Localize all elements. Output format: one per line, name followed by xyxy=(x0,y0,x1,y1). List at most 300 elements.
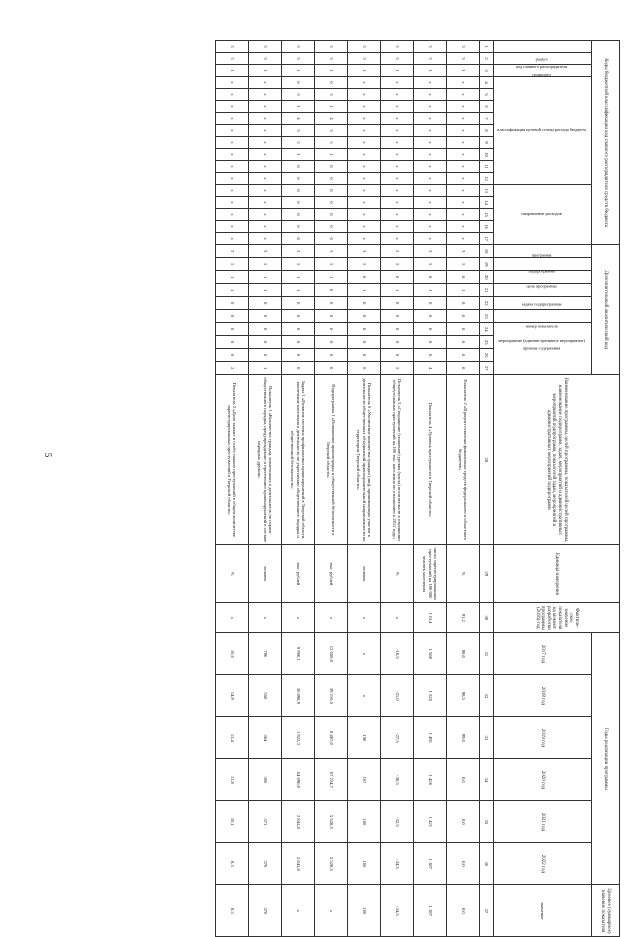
budget-code-cell: x xyxy=(249,125,282,137)
year-value: 64 690,0 xyxy=(282,759,315,801)
budget-code-cell: x xyxy=(414,149,447,161)
year-value: 9 960,1 xyxy=(282,633,315,675)
column-index: 21 xyxy=(480,284,494,297)
acode-subheader-label: программа xyxy=(532,252,552,258)
budget-code-cell: x xyxy=(348,125,381,137)
analytic-code-cell: 0 xyxy=(381,271,414,284)
analytic-code-cell: 0 xyxy=(216,310,249,323)
analytic-code-cell: 3 xyxy=(414,245,447,258)
code-subheader-label: раздел xyxy=(536,56,548,62)
analytic-code-cell: 0 xyxy=(414,297,447,310)
table-row xyxy=(381,41,414,937)
unit-cell: человек xyxy=(249,545,282,603)
analytic-code-cell: 0 xyxy=(282,362,315,375)
budget-code-cell: 3 xyxy=(216,53,249,65)
target-value: 0,0 xyxy=(447,885,480,937)
analytic-code-cell: 1 xyxy=(249,284,282,297)
year-value: 67 224,7 xyxy=(315,759,348,801)
analytic-code-cell: 1 xyxy=(216,271,249,284)
code-subheader xyxy=(494,77,592,185)
budget-code-cell: x xyxy=(216,89,249,101)
budget-code-cell: 3 xyxy=(381,53,414,65)
target-subheader: значение xyxy=(494,885,592,937)
year-value: 98,0 xyxy=(447,633,480,675)
analytic-code-cell: 0 xyxy=(414,323,447,336)
year-value: 1 922,3 xyxy=(282,717,315,759)
budget-code-cell: 0 xyxy=(282,197,315,209)
budget-code-cell: 0 xyxy=(315,209,348,221)
budget-code-cell: x xyxy=(381,209,414,221)
column-index: 24 xyxy=(480,323,494,336)
budget-code-cell: x xyxy=(381,173,414,185)
budget-code-cell: x xyxy=(249,209,282,221)
analytic-code-cell: 0 xyxy=(315,336,348,349)
budget-code-cell: 3 xyxy=(216,41,249,53)
analytic-code-cell: 0 xyxy=(315,349,348,362)
budget-code-cell: x xyxy=(447,125,480,137)
analytic-code-cell: 0 xyxy=(447,349,480,362)
column-index: 31 xyxy=(480,633,494,675)
year-value: 366 xyxy=(249,759,282,801)
budget-code-cell: x xyxy=(414,233,447,245)
year-value: 1 491 xyxy=(414,717,447,759)
analytic-code-cell: 0 xyxy=(348,271,381,284)
year-header: 2018 год xyxy=(494,675,592,717)
column-index: 11 xyxy=(480,161,494,173)
target-value: x xyxy=(315,885,348,937)
acode-subheader xyxy=(494,258,592,274)
budget-code-cell: 0 xyxy=(315,77,348,89)
acode-subheader-label: подпрограмма xyxy=(528,268,556,274)
analytic-code-cell: 3 xyxy=(216,245,249,258)
year-value: x xyxy=(348,675,381,717)
column-index: 27 xyxy=(480,362,494,375)
analytic-code-cell: 0 xyxy=(282,323,315,336)
analytic-code-cell: 5 xyxy=(249,258,282,271)
analytic-code-cell: 1 xyxy=(348,284,381,297)
year-value: 8 407,0 xyxy=(315,717,348,759)
year-value: 1 525 xyxy=(414,675,447,717)
budget-code-cell: x xyxy=(249,197,282,209)
analytic-code-cell: 0 xyxy=(216,297,249,310)
budget-code-cell: x xyxy=(414,185,447,197)
unit-cell: % xyxy=(381,545,414,603)
table-sheet xyxy=(90,40,620,934)
analytic-code-cell: 0 xyxy=(315,297,348,310)
budget-code-cell: 0 xyxy=(282,221,315,233)
year-value: 0,0 xyxy=(447,801,480,843)
column-index: 19 xyxy=(480,258,494,271)
column-index: 15 xyxy=(480,209,494,221)
table-row xyxy=(447,41,480,937)
budget-code-cell: 1 xyxy=(282,65,315,77)
year-value: -30,5 xyxy=(381,759,414,801)
year-value: 12 656,0 xyxy=(315,633,348,675)
year-value: 2 843,8 xyxy=(282,801,315,843)
column-index: 6 xyxy=(480,101,494,113)
year-header: 2019 год xyxy=(494,717,592,759)
budget-code-cell: x xyxy=(249,173,282,185)
fact-value: x xyxy=(381,603,414,633)
column-index: 23 xyxy=(480,310,494,323)
code-subheader-label: подраздел xyxy=(532,71,552,77)
indicator-name: Показатель 5 «Сокращение (снижение) уровня (числа) посягательств в отношении общеуголовных преступлений на 100 тыс. населения по отношению к 2012 году» xyxy=(381,375,414,545)
acode-subheader-label: номер показателя xyxy=(526,323,558,329)
budget-code-cell: x xyxy=(348,101,381,113)
budget-code-cell: x xyxy=(348,185,381,197)
budget-code-cell: x xyxy=(381,149,414,161)
budget-code-cell: 3 xyxy=(348,41,381,53)
column-index: 3 xyxy=(480,65,494,77)
fact-header: Фактиче-ское значение показателя на момент разработки программы (2016) год xyxy=(494,603,620,633)
budget-code-cell: x xyxy=(381,89,414,101)
analytic-code-cell: 3 xyxy=(282,245,315,258)
budget-code-cell: x xyxy=(447,185,480,197)
table-row xyxy=(414,41,447,937)
analytic-code-cell: 5 xyxy=(216,258,249,271)
budget-code-cell: 3 xyxy=(315,125,348,137)
year-value: 10,1 xyxy=(216,801,249,843)
budget-code-cell: x xyxy=(216,137,249,149)
budget-code-cell: x xyxy=(447,101,480,113)
year-value: 8,3 xyxy=(216,843,249,885)
analytic-code-cell: 2 xyxy=(216,362,249,375)
analytic-code-cell: 0 xyxy=(216,349,249,362)
column-index: 8 xyxy=(480,125,494,137)
budget-code-cell: x xyxy=(414,209,447,221)
column-index: 33 xyxy=(480,717,494,759)
budget-code-cell: 3 xyxy=(381,41,414,53)
analytic-code-cell: 0 xyxy=(447,271,480,284)
target-value: 166 xyxy=(348,885,381,937)
budget-code-cell: x xyxy=(348,233,381,245)
analytic-code-cell: 0 xyxy=(282,349,315,362)
code-subheader xyxy=(494,53,592,65)
budget-code-cell: x xyxy=(249,113,282,125)
budget-code-cell: 0 xyxy=(282,173,315,185)
analytic-code-cell: 0 xyxy=(315,310,348,323)
budget-code-cell: 3 xyxy=(348,53,381,65)
code-subheader-label: направление расходов xyxy=(521,211,563,217)
column-index: 2 xyxy=(480,53,494,65)
column-index: 37 xyxy=(480,885,494,937)
year-header: 2020 год xyxy=(494,759,592,801)
fact-value: 1 614 xyxy=(414,603,447,633)
budget-code-cell: x xyxy=(348,173,381,185)
indicator-name: Подпрограмма 1 «Повышение правопорядка и общественной безопасности в Тверской области» xyxy=(315,375,348,545)
column-index: 35 xyxy=(480,801,494,843)
analytic-code-cell: 0 xyxy=(282,310,315,323)
budget-code-cell: 0 xyxy=(282,209,315,221)
budget-code-cell: x xyxy=(381,137,414,149)
analytic-code-cell: 0 xyxy=(381,349,414,362)
analytic-code-cell: 3 xyxy=(447,245,480,258)
analytic-code-cell: 5 xyxy=(381,362,414,375)
fact-value: x xyxy=(348,603,381,633)
budget-code-cell: 3 xyxy=(414,41,447,53)
budget-code-cell: x xyxy=(381,185,414,197)
analytic-code-cell: 0 xyxy=(414,271,447,284)
column-index: 4 xyxy=(480,77,494,89)
analytic-code-cell: 1 xyxy=(282,284,315,297)
column-index: 16 xyxy=(480,221,494,233)
budget-code-cell: x xyxy=(216,113,249,125)
analytic-code-cell: 1 xyxy=(315,271,348,284)
fact-value: x xyxy=(249,603,282,633)
budget-code-cell: x xyxy=(381,233,414,245)
analytic-code-cell: 0 xyxy=(414,310,447,323)
column-index: 9 xyxy=(480,137,494,149)
table-row xyxy=(282,41,315,937)
column-index: 14 xyxy=(480,197,494,209)
fact-value: x xyxy=(315,603,348,633)
analytic-code-cell: 0 xyxy=(447,323,480,336)
budget-code-cell: 1 xyxy=(216,65,249,77)
acode-subheader-label: признак содержания xyxy=(523,345,561,351)
analytic-code-cell: 3 xyxy=(249,245,282,258)
target-header: Целевое (суммарное) значение показателя xyxy=(592,885,620,937)
analytic-code-cell: 0 xyxy=(249,349,282,362)
budget-code-cell: x xyxy=(414,197,447,209)
indicator-name: Показатель 6 «Увеличение количества граждан (лиц), принимающих участие в деятельности общественных объединений правоохранительной направленности на территории Тверской области» xyxy=(348,375,381,545)
budget-code-cell: x xyxy=(414,173,447,185)
budget-code-cell: x xyxy=(348,89,381,101)
analytic-code-cell: 0 xyxy=(249,297,282,310)
budget-code-cell: x xyxy=(249,77,282,89)
analytic-code-cell: 1 xyxy=(381,284,414,297)
analytic-code-cell: 0 xyxy=(348,297,381,310)
budget-code-cell: 0 xyxy=(282,77,315,89)
budget-code-cell: x xyxy=(414,113,447,125)
acode-subheader-label: мероприятие (административное мероприятие) xyxy=(498,338,586,344)
budget-code-cell: x xyxy=(216,185,249,197)
analytic-code-cell: 0 xyxy=(414,336,447,349)
name-header: Наименование программы, целей программы, показателей целей программы, наименование подпрограмм, задач, мероприятий и административных мероприятий подпрограмм, показателей задач, мероприятий и административных мероприятий подпрограмм xyxy=(494,375,620,545)
budget-code-cell: 3 xyxy=(282,41,315,53)
budget-code-cell: x xyxy=(216,197,249,209)
budget-code-cell: x xyxy=(447,233,480,245)
indicator-name: Задача 1 «Развитие системы профилактики правонарушений в Тверской области, вовлечение населения в деятельность по укреплению общественного порядка и общественной безопасности» xyxy=(282,375,315,545)
year-value: 5 528,5 xyxy=(315,843,348,885)
year-value: -10,5 xyxy=(381,633,414,675)
budget-code-cell: x xyxy=(447,209,480,221)
table-row xyxy=(249,41,282,937)
analytic-code-cell: 0 xyxy=(381,323,414,336)
budget-code-cell: x xyxy=(447,137,480,149)
analytic-code-cell: 3 xyxy=(315,245,348,258)
analytic-code-cell: 0 xyxy=(249,336,282,349)
target-value: -34,5 xyxy=(381,885,414,937)
budget-code-cell: x xyxy=(414,125,447,137)
budget-code-cell: x xyxy=(249,89,282,101)
analytic-code-cell: 0 xyxy=(249,310,282,323)
budget-code-cell: x xyxy=(348,137,381,149)
unit-cell: % xyxy=(447,545,480,603)
budget-code-cell: 3 xyxy=(414,53,447,65)
budget-code-cell: 1 xyxy=(315,101,348,113)
budget-code-cell: x xyxy=(447,77,480,89)
year-value: 1 421 xyxy=(414,801,447,843)
budget-code-cell: 0 xyxy=(315,185,348,197)
indicator-name: Показатель 4 «Уровень преступности в Тверской области» xyxy=(414,375,447,545)
budget-codes-header: Коды бюджетной классификации код главного распорядителя средств бюджета xyxy=(592,41,620,245)
analytic-code-cell: 0 xyxy=(447,336,480,349)
budget-code-cell: x xyxy=(447,89,480,101)
budget-code-cell: x xyxy=(348,161,381,173)
analytic-code-cell: 4 xyxy=(414,362,447,375)
budget-code-cell: 5 xyxy=(315,137,348,149)
year-value: 99,0 xyxy=(447,717,480,759)
budget-code-cell: 0 xyxy=(315,173,348,185)
analytic-code-cell: 0 xyxy=(447,362,480,375)
budget-code-cell: x xyxy=(249,233,282,245)
budget-code-cell: 1 xyxy=(315,149,348,161)
budget-code-cell: x xyxy=(414,89,447,101)
column-index: 34 xyxy=(480,759,494,801)
budget-code-cell: 0 xyxy=(315,221,348,233)
year-header: 2017 год xyxy=(494,633,592,675)
column-index: 28 xyxy=(480,375,494,545)
year-value: -21,0 xyxy=(381,675,414,717)
unit-header: Единица измерения xyxy=(494,545,620,603)
budget-code-cell: 1 xyxy=(249,65,282,77)
budget-code-cell: 0 xyxy=(282,185,315,197)
code-subheader-label: классификация целевой статьи расхода бюджета xyxy=(497,127,587,133)
code-subheader xyxy=(494,185,592,245)
budget-code-cell: 4 xyxy=(315,113,348,125)
column-index: 29 xyxy=(480,545,494,603)
year-value: 1 560 xyxy=(414,633,447,675)
budget-code-cell: 4 xyxy=(282,113,315,125)
budget-code-cell: 1 xyxy=(315,65,348,77)
budget-code-cell: x xyxy=(348,149,381,161)
budget-code-cell: 3 xyxy=(249,41,282,53)
budget-code-cell: x xyxy=(381,77,414,89)
budget-code-cell: x xyxy=(381,101,414,113)
analytic-code-cell: 1 xyxy=(447,284,480,297)
table-row xyxy=(348,41,381,937)
budget-code-cell: x xyxy=(348,221,381,233)
analytic-code-cell: 0 xyxy=(282,336,315,349)
column-index: 5 xyxy=(480,89,494,101)
budget-code-cell: x xyxy=(381,113,414,125)
budget-code-cell: 3 xyxy=(282,89,315,101)
column-index: 20 xyxy=(480,271,494,284)
budget-code-cell: 0 xyxy=(282,161,315,173)
acode-subheader-label: цель программы xyxy=(526,283,558,289)
analytic-code-cell: 0 xyxy=(381,297,414,310)
year-value: 5 528,5 xyxy=(315,801,348,843)
code-subheader-label: код главного распорядителя xyxy=(516,64,568,70)
column-index: 1 xyxy=(480,41,494,53)
year-value: 2 843,8 xyxy=(282,843,315,885)
budget-code-cell: 1 xyxy=(381,65,414,77)
unit-cell: % xyxy=(216,545,249,603)
acode-subheader xyxy=(494,323,592,375)
analytic-code-cell: 0 xyxy=(348,323,381,336)
year-value: 166 xyxy=(348,843,381,885)
analytic-code-cell: 3 xyxy=(381,245,414,258)
unit-cell: число зарегистрированных преступлений на 100 000 человек населения xyxy=(414,545,447,603)
page-number: 5 xyxy=(43,452,53,458)
budget-code-cell: 3 xyxy=(282,53,315,65)
years-header: Годы реализации программы xyxy=(592,633,620,885)
acode-subheader xyxy=(494,310,592,329)
budget-code-cell: x xyxy=(249,101,282,113)
column-index: 22 xyxy=(480,297,494,310)
column-index: 32 xyxy=(480,675,494,717)
budget-code-cell: x xyxy=(414,137,447,149)
budget-code-cell: 0 xyxy=(315,197,348,209)
target-value: 8,3 xyxy=(216,885,249,937)
analytic-code-cell: 1 xyxy=(249,362,282,375)
budget-code-cell: x xyxy=(381,125,414,137)
budget-code-cell: 1 xyxy=(414,65,447,77)
year-value: 364 xyxy=(249,717,282,759)
column-index: 36 xyxy=(480,843,494,885)
budget-code-cell: x xyxy=(249,161,282,173)
analytic-code-cell: 3 xyxy=(348,245,381,258)
budget-code-cell: x xyxy=(216,125,249,137)
analytic-code-cell: 6 xyxy=(348,362,381,375)
budget-code-cell: 1 xyxy=(447,65,480,77)
analytic-code-cell: 0 xyxy=(315,362,348,375)
year-value: 1 456 xyxy=(414,759,447,801)
budget-code-cell: 3 xyxy=(315,41,348,53)
year-value: 150 xyxy=(348,717,381,759)
year-value: 0,0 xyxy=(447,759,480,801)
year-value: 0,0 xyxy=(447,843,480,885)
analytic-code-cell: 1 xyxy=(414,284,447,297)
budget-code-cell: x xyxy=(216,221,249,233)
budget-code-cell: x xyxy=(414,101,447,113)
budget-code-cell: x xyxy=(447,113,480,125)
budget-code-cell: 1 xyxy=(348,65,381,77)
year-value: 376 xyxy=(249,843,282,885)
analytic-code-cell: 5 xyxy=(348,258,381,271)
year-value: 98,5 xyxy=(447,675,480,717)
budget-code-cell: 0 xyxy=(315,161,348,173)
year-value: 1 387 xyxy=(414,843,447,885)
budget-code-cell: x xyxy=(216,233,249,245)
year-value: 11,8 xyxy=(216,759,249,801)
year-header: 2021 год xyxy=(494,801,592,843)
budget-code-cell: x xyxy=(249,149,282,161)
table-row xyxy=(216,41,249,937)
budget-code-cell: 5 xyxy=(282,137,315,149)
column-index: 30 xyxy=(480,603,494,633)
year-value: -27,5 xyxy=(381,717,414,759)
target-value: 376 xyxy=(249,885,282,937)
column-index: 13 xyxy=(480,185,494,197)
unit-cell: человек xyxy=(348,545,381,603)
analytic-code-cell: 0 xyxy=(447,297,480,310)
indicator-name: Показатель 2 «Доля тяжких и особо тяжких преступлений в общем количестве зарегистрированных преступлений в Тверской области» xyxy=(216,375,249,545)
fact-value: 91,2 xyxy=(447,603,480,633)
budget-code-cell: x xyxy=(414,161,447,173)
budget-code-cell: x xyxy=(216,173,249,185)
budget-code-cell: x xyxy=(216,161,249,173)
analytic-code-cell: 0 xyxy=(447,310,480,323)
column-index: 18 xyxy=(480,245,494,258)
budget-code-cell: 0 xyxy=(282,233,315,245)
budget-code-cell: x xyxy=(249,185,282,197)
budget-code-cell: x xyxy=(216,149,249,161)
analytic-code-cell: 1 xyxy=(282,271,315,284)
budget-code-cell: x xyxy=(447,197,480,209)
analytic-code-cell: 5 xyxy=(381,258,414,271)
budget-code-cell: 0 xyxy=(315,233,348,245)
